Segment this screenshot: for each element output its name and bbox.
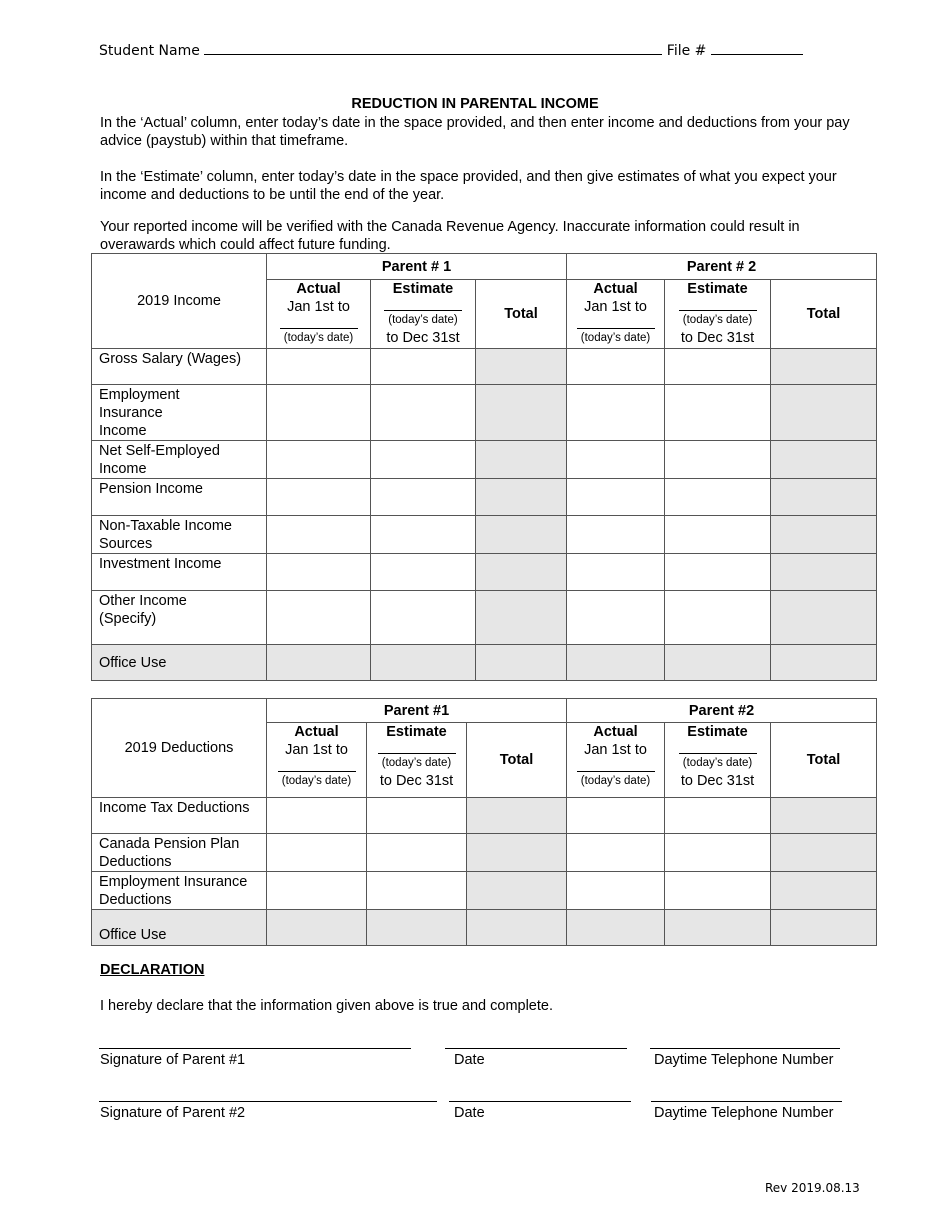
input-cell[interactable]: [665, 554, 771, 591]
deductions-parent1-header: Parent #1: [267, 699, 567, 723]
table-row: [92, 349, 877, 385]
input-cell[interactable]: [267, 872, 367, 910]
actual-label: Actual: [593, 281, 638, 297]
office-use-cell: [567, 910, 665, 946]
office-use-cell: [771, 910, 877, 946]
date-parent1-field[interactable]: [445, 1047, 627, 1049]
phone-parent2-field[interactable]: [651, 1100, 842, 1102]
actual-date-field[interactable]: [577, 316, 655, 329]
input-cell[interactable]: [267, 479, 371, 516]
estimate-date-field[interactable]: [378, 741, 456, 754]
office-use-cell: [567, 645, 665, 681]
total-cell[interactable]: [771, 798, 877, 834]
deductions-p1-total-header: Total: [467, 723, 567, 798]
deductions-p1-actual-header: [267, 723, 367, 798]
phone-parent1-field[interactable]: [650, 1047, 840, 1049]
total-cell[interactable]: [476, 349, 567, 385]
row-label: Pension Income: [92, 479, 267, 516]
total-cell[interactable]: [771, 872, 877, 910]
estimate-date-field[interactable]: [384, 298, 462, 311]
todays-date-caption: (today’s date): [682, 314, 753, 326]
input-cell[interactable]: [567, 554, 665, 591]
declaration-heading: DECLARATION: [100, 962, 205, 978]
table-row: [92, 872, 877, 910]
todays-date-caption: (today’s date): [281, 775, 352, 787]
instruction-verification: Your reported income will be verified with the Canada Revenue Agency. Inaccurate information could result in overawards which could affect future funding.: [100, 219, 800, 253]
estimate-label: Estimate: [687, 281, 748, 297]
total-cell[interactable]: [476, 385, 567, 441]
input-cell[interactable]: [665, 798, 771, 834]
file-number-label: File #: [666, 43, 707, 59]
table-row: [92, 385, 877, 441]
row-label: Net Self-Employed Income: [92, 441, 267, 479]
income-parent2-header: Parent # 2: [567, 254, 877, 280]
todays-date-caption: (today’s date): [283, 332, 354, 344]
table-row-office-use: [92, 645, 877, 681]
table-row: [92, 834, 877, 872]
file-number-field[interactable]: [711, 42, 803, 55]
student-name-label: Student Name: [99, 43, 200, 59]
office-use-cell: [467, 910, 567, 946]
total-cell[interactable]: [771, 834, 877, 872]
input-cell[interactable]: [267, 349, 371, 385]
actual-date-field[interactable]: [577, 759, 655, 772]
row-label: Other Income (Specify): [92, 591, 267, 645]
total-cell[interactable]: [467, 834, 567, 872]
table-row: [92, 479, 877, 516]
todays-date-caption: (today’s date): [381, 757, 452, 769]
table-row: [92, 798, 877, 834]
student-name-field[interactable]: [204, 42, 662, 55]
input-cell[interactable]: [371, 591, 476, 645]
input-cell[interactable]: [665, 516, 771, 554]
instruction-actual: In the ‘Actual’ column, enter today’s date in the space provided, and then enter income and deductions from your pay advice (paystub) within that timeframe.: [100, 115, 850, 149]
income-p1-estimate-header: [371, 280, 476, 349]
income-p1-total-header: Total: [476, 280, 567, 349]
estimate-date-field[interactable]: [679, 298, 757, 311]
input-cell[interactable]: [371, 516, 476, 554]
phone-parent2-label: Daytime Telephone Number: [654, 1105, 834, 1121]
office-use-cell: [476, 645, 567, 681]
office-use-cell: [371, 645, 476, 681]
table-row: [92, 554, 877, 591]
table-row: [92, 441, 877, 479]
todays-date-caption: (today’s date): [580, 775, 651, 787]
input-cell[interactable]: [665, 834, 771, 872]
input-cell[interactable]: [665, 385, 771, 441]
row-label: Employment Insurance Deductions: [92, 872, 267, 910]
total-cell[interactable]: [476, 554, 567, 591]
date-parent1-label: Date: [454, 1052, 485, 1068]
estimate-date-field[interactable]: [679, 741, 757, 754]
input-cell[interactable]: [567, 798, 665, 834]
todays-date-caption: (today’s date): [682, 757, 753, 769]
deductions-table: [91, 698, 877, 946]
signature-parent2-label: Signature of Parent #2: [100, 1105, 246, 1121]
office-use-cell: [665, 910, 771, 946]
date-parent2-label: Date: [454, 1105, 485, 1121]
input-cell[interactable]: [267, 516, 371, 554]
estimate-to: to Dec 31st: [386, 330, 460, 346]
actual-from: Jan 1st to: [287, 299, 350, 315]
total-cell[interactable]: [771, 591, 877, 645]
table-row: [92, 591, 877, 645]
input-cell[interactable]: [567, 479, 665, 516]
total-cell[interactable]: [771, 349, 877, 385]
total-cell[interactable]: [467, 798, 567, 834]
estimate-to: to Dec 31st: [680, 773, 755, 789]
date-parent2-field[interactable]: [449, 1100, 631, 1102]
total-cell[interactable]: [476, 516, 567, 554]
actual-from: Jan 1st to: [584, 742, 647, 758]
row-label: Investment Income: [92, 554, 267, 591]
table-row-office-use: [92, 910, 877, 946]
office-use-cell: [771, 645, 877, 681]
deductions-p2-actual-header: [567, 723, 665, 798]
input-cell[interactable]: [267, 591, 371, 645]
office-use-cell: [665, 645, 771, 681]
estimate-label: Estimate: [386, 724, 447, 740]
total-cell[interactable]: [771, 385, 877, 441]
input-cell[interactable]: [367, 834, 467, 872]
actual-label: Actual: [294, 724, 339, 740]
actual-date-field[interactable]: [278, 759, 356, 772]
total-cell[interactable]: [476, 441, 567, 479]
signature-parent1-label: Signature of Parent #1: [100, 1052, 246, 1068]
input-cell[interactable]: [267, 554, 371, 591]
total-cell[interactable]: [771, 441, 877, 479]
input-cell[interactable]: [567, 516, 665, 554]
estimate-label: Estimate: [392, 281, 454, 297]
income-p2-actual-header: [567, 280, 665, 349]
input-cell[interactable]: [567, 834, 665, 872]
deductions-parent2-header: Parent #2: [567, 699, 877, 723]
estimate-label: Estimate: [687, 724, 748, 740]
input-cell[interactable]: [567, 872, 665, 910]
input-cell[interactable]: [665, 591, 771, 645]
estimate-to: to Dec 31st: [680, 330, 755, 346]
todays-date-caption: (today’s date): [580, 332, 651, 344]
office-use-cell: [267, 645, 371, 681]
input-cell[interactable]: [371, 349, 476, 385]
deductions-corner-label: 2019 Deductions: [92, 699, 267, 798]
input-cell[interactable]: [665, 479, 771, 516]
input-cell[interactable]: [567, 441, 665, 479]
estimate-to: to Dec 31st: [379, 773, 454, 789]
income-parent1-header: Parent # 1: [267, 254, 567, 280]
input-cell[interactable]: [665, 349, 771, 385]
input-cell[interactable]: [367, 798, 467, 834]
row-label: Income Tax Deductions: [92, 798, 267, 834]
input-cell[interactable]: [567, 349, 665, 385]
input-cell[interactable]: [267, 798, 367, 834]
table-row: [92, 516, 877, 554]
income-p2-estimate-header: [665, 280, 771, 349]
income-p2-total-header: Total: [771, 280, 877, 349]
deductions-p2-total-header: Total: [771, 723, 877, 798]
phone-parent1-label: Daytime Telephone Number: [654, 1052, 834, 1068]
row-label: Office Use: [92, 910, 267, 946]
input-cell[interactable]: [567, 591, 665, 645]
input-cell[interactable]: [371, 479, 476, 516]
input-cell[interactable]: [371, 441, 476, 479]
total-cell[interactable]: [476, 479, 567, 516]
input-cell[interactable]: [371, 385, 476, 441]
total-cell[interactable]: [771, 554, 877, 591]
total-cell[interactable]: [771, 516, 877, 554]
input-cell[interactable]: [267, 834, 367, 872]
actual-label: Actual: [296, 281, 341, 297]
deductions-p2-estimate-header: [665, 723, 771, 798]
income-corner-label: 2019 Income: [92, 254, 267, 349]
office-use-cell: [367, 910, 467, 946]
todays-date-caption: (today’s date): [388, 314, 458, 326]
input-cell[interactable]: [267, 385, 371, 441]
student-name-row: [99, 42, 803, 59]
row-label: Office Use: [92, 645, 267, 681]
input-cell[interactable]: [371, 554, 476, 591]
input-cell[interactable]: [567, 385, 665, 441]
actual-label: Actual: [593, 724, 638, 740]
row-label: Non-Taxable Income Sources: [92, 516, 267, 554]
actual-from: Jan 1st to: [285, 742, 348, 758]
actual-from: Jan 1st to: [584, 299, 647, 315]
income-table: [91, 253, 877, 681]
row-label: Canada Pension Plan Deductions: [92, 834, 267, 872]
row-label: Employment Insurance Income: [92, 385, 267, 441]
total-cell[interactable]: [467, 872, 567, 910]
row-label: Gross Salary (Wages): [92, 349, 267, 385]
signature-parent2-field[interactable]: [99, 1100, 437, 1102]
revision-label: Rev 2019.08.13: [765, 1181, 860, 1195]
input-cell[interactable]: [367, 872, 467, 910]
signature-parent1-field[interactable]: [99, 1047, 411, 1049]
deductions-p1-estimate-header: [367, 723, 467, 798]
total-cell[interactable]: [476, 591, 567, 645]
input-cell[interactable]: [665, 441, 771, 479]
instruction-estimate: In the ‘Estimate’ column, enter today’s date in the space provided, and then give estimates of what you expect your income and deductions to be until the end of the year.: [100, 169, 837, 203]
income-p1-actual-header: [267, 280, 371, 349]
page-title: REDUCTION IN PARENTAL INCOME: [351, 96, 599, 112]
declaration-statement: I hereby declare that the information given above is true and complete.: [100, 998, 553, 1014]
office-use-cell: [267, 910, 367, 946]
total-cell[interactable]: [771, 479, 877, 516]
actual-date-field[interactable]: [280, 316, 358, 329]
input-cell[interactable]: [267, 441, 371, 479]
input-cell[interactable]: [665, 872, 771, 910]
